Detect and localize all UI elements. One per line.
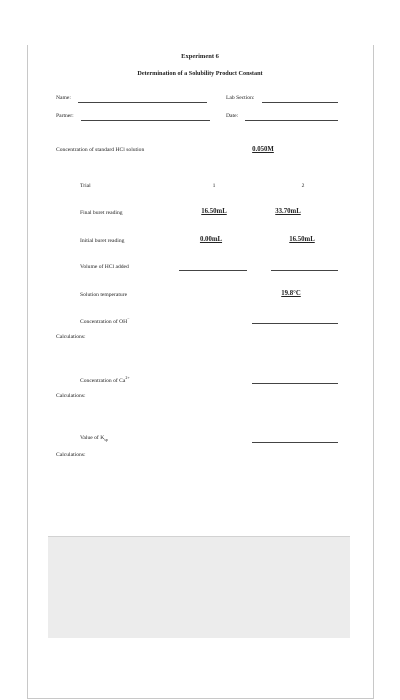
partner-label: Partner: xyxy=(56,113,74,119)
ksp-calculations-label: Calculations: xyxy=(56,452,86,458)
final-buret-trial-1: 16.50mL xyxy=(201,208,227,215)
initial-buret-label: Initial buret reading xyxy=(80,238,125,244)
ksp-value-label: Value of $K_{sp}$ xyxy=(80,435,108,443)
initial-buret-trial-1: 0.00mL xyxy=(199,236,223,243)
page-subtitle: Determination of a Solubility Product Constant xyxy=(137,70,263,77)
lab-section-label: Lab Section: xyxy=(226,95,255,101)
ca-concentration-line[interactable] xyxy=(252,383,338,384)
final-buret-trial-2: 33.70mL xyxy=(275,208,301,215)
date-label: Date: xyxy=(226,113,239,119)
volume-trial-1-line[interactable] xyxy=(179,270,247,271)
solution-temp-label: Solution temperature xyxy=(80,292,128,298)
hcl-concentration-value: 0.050M xyxy=(252,146,274,153)
date-line[interactable] xyxy=(245,120,338,121)
partner-line[interactable] xyxy=(81,120,210,121)
blank-panel xyxy=(48,536,350,638)
name-label: Name: xyxy=(56,95,71,101)
volume-hcl-label: Volume of HCl added xyxy=(80,264,129,270)
ksp-value-line[interactable] xyxy=(252,442,338,443)
oh-concentration-line[interactable] xyxy=(252,323,338,324)
name-line[interactable] xyxy=(78,102,207,103)
oh-calculations-label: Calculations: xyxy=(56,334,86,340)
hcl-concentration-label: Concentration of standard HCl solution xyxy=(56,147,145,153)
page-title: Experiment 6 xyxy=(181,53,219,60)
ca-concentration-label: Concentration of $Ca^{2+}$ xyxy=(80,375,130,384)
trial-1-header: 1 xyxy=(212,183,216,189)
lab-section-line[interactable] xyxy=(262,102,338,103)
trial-2-header: 2 xyxy=(301,183,305,189)
volume-trial-2-line[interactable] xyxy=(271,270,338,271)
oh-concentration-label: Concentration of OH− xyxy=(80,316,130,325)
trial-label: Trial xyxy=(80,183,91,189)
initial-buret-trial-2: 16.50mL xyxy=(289,236,315,243)
final-buret-label: Final buret reading xyxy=(80,210,123,216)
solution-temp-trial-2: 19.8°C xyxy=(281,290,301,297)
ca-calculations-label: Calculations: xyxy=(56,393,86,399)
